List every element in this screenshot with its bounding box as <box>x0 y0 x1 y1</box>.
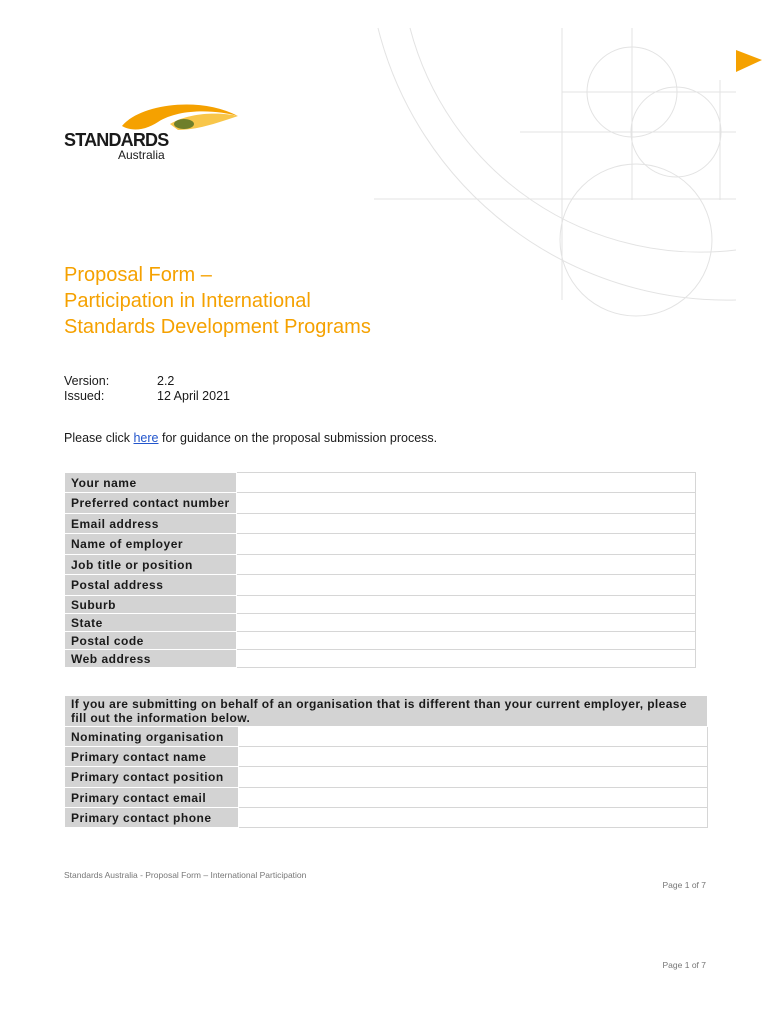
organisation-details-table <box>64 695 708 828</box>
field-label: Name of employer <box>65 534 237 555</box>
field-label: Postal code <box>65 632 237 650</box>
field-label: Your name <box>65 473 237 493</box>
field-label: Nominating organisation <box>65 727 239 747</box>
form-row <box>65 650 696 668</box>
field-value-input[interactable] <box>237 473 696 493</box>
form-row <box>65 514 696 534</box>
field-label: State <box>65 614 237 632</box>
title-line-2: Participation in International <box>64 290 311 312</box>
corner-tab-icon <box>736 50 766 81</box>
version-value: 2.2 <box>157 374 175 388</box>
form-row <box>65 555 696 575</box>
page-number-repeat: Page 1 of 7 <box>662 960 706 970</box>
form-row <box>65 596 696 614</box>
form-row <box>65 575 696 596</box>
field-value-input[interactable] <box>239 767 708 788</box>
page-title <box>64 262 371 340</box>
form-row <box>65 493 696 514</box>
organisation-header-row <box>65 696 708 727</box>
field-label: Suburb <box>65 596 237 614</box>
field-value-input[interactable] <box>239 788 708 808</box>
standards-australia-logo <box>64 100 244 164</box>
form-row <box>65 534 696 555</box>
title-line-1: Proposal Form – <box>64 264 212 286</box>
guidance-text <box>64 431 437 445</box>
applicant-details-table <box>64 472 696 668</box>
guidance-after: for guidance on the proposal submission process. <box>158 431 438 445</box>
form-row <box>65 614 696 632</box>
title-line-3: Standards Development Programs <box>64 316 371 338</box>
organisation-header: If you are submitting on behalf of an organisation that is different than your current employer, please fill out the information below. <box>65 696 708 727</box>
field-value-input[interactable] <box>237 596 696 614</box>
page-number: Page 1 of 7 <box>662 880 706 890</box>
field-value-input[interactable] <box>239 747 708 767</box>
form-row <box>65 727 708 747</box>
field-label: Primary contact name <box>65 747 239 767</box>
guidance-link[interactable]: here <box>133 431 159 445</box>
field-label: Primary contact position <box>65 767 239 788</box>
field-label: Postal address <box>65 575 237 596</box>
field-label: Email address <box>65 514 237 534</box>
field-value-input[interactable] <box>237 555 696 575</box>
form-row <box>65 808 708 828</box>
document-meta <box>64 374 230 404</box>
field-value-input[interactable] <box>237 514 696 534</box>
form-row <box>65 767 708 788</box>
form-row <box>65 788 708 808</box>
logo-subtitle: Australia <box>118 148 165 162</box>
guidance-before: Please click <box>64 431 134 445</box>
field-value-input[interactable] <box>239 808 708 828</box>
field-label: Primary contact phone <box>65 808 239 828</box>
issued-value: 12 April 2021 <box>157 389 230 403</box>
field-value-input[interactable] <box>237 575 696 596</box>
form-row <box>65 632 696 650</box>
footer-document-name: Standards Australia - Proposal Form – International Participation <box>64 870 307 880</box>
form-row <box>65 747 708 767</box>
field-value-input[interactable] <box>237 632 696 650</box>
field-label: Preferred contact number <box>65 493 237 514</box>
field-label: Web address <box>65 650 237 668</box>
logo-name: STANDARDS <box>64 130 169 150</box>
field-value-input[interactable] <box>237 493 696 514</box>
field-value-input[interactable] <box>237 650 696 668</box>
field-value-input[interactable] <box>239 727 708 747</box>
field-label: Job title or position <box>65 555 237 575</box>
form-row <box>65 473 696 493</box>
field-value-input[interactable] <box>237 534 696 555</box>
field-label: Primary contact email <box>65 788 239 808</box>
field-value-input[interactable] <box>237 614 696 632</box>
issued-label: Issued: <box>64 389 105 403</box>
version-label: Version: <box>64 374 110 388</box>
